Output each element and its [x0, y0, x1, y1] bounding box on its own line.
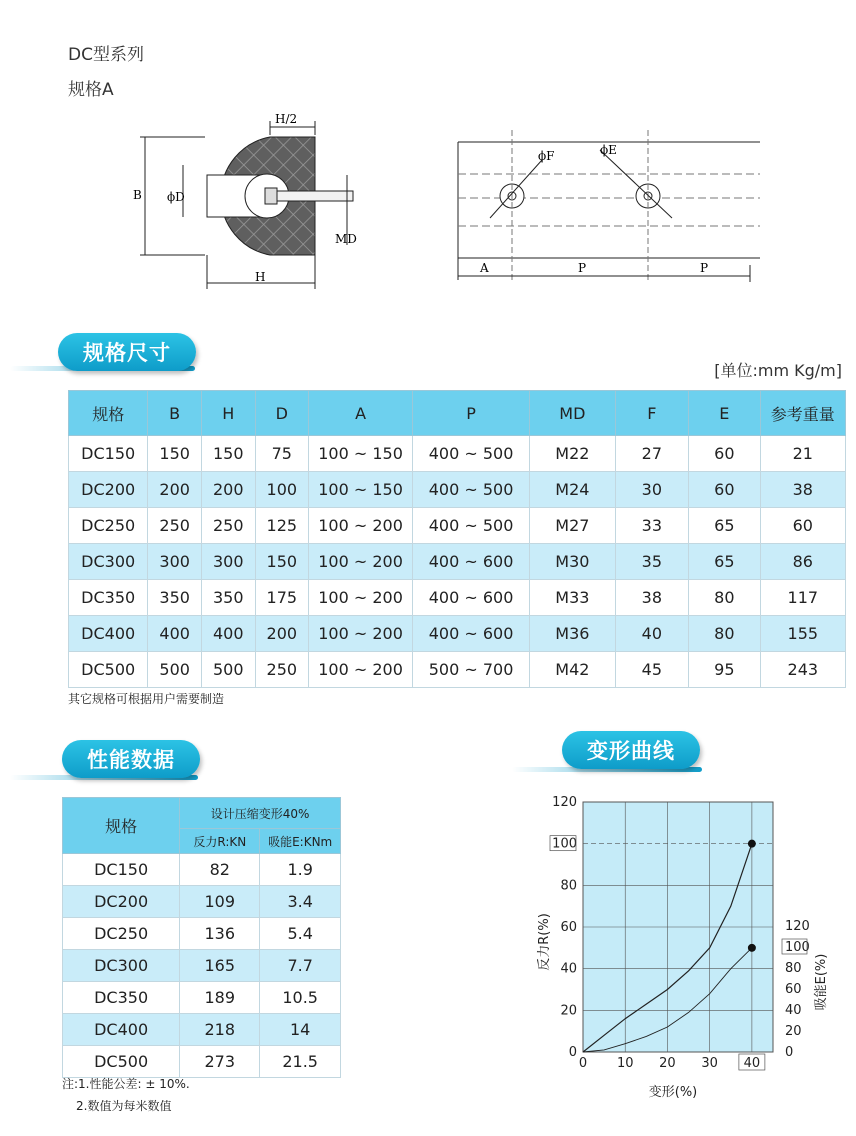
table-cell: 100 ~ 150 [309, 436, 413, 472]
table-cell: 243 [760, 652, 845, 688]
table-cell: 60 [689, 436, 761, 472]
table-cell: DC400 [69, 616, 148, 652]
y-tick-label: 60 [560, 920, 577, 935]
table-cell: DC350 [63, 982, 180, 1014]
table-cell: 165 [180, 950, 260, 982]
table-cell: 400 ~ 600 [413, 616, 530, 652]
table-cell: 60 [760, 508, 845, 544]
y-tick-label: 100 [552, 836, 577, 852]
x-tick-label: 0 [578, 1056, 588, 1071]
table-cell: DC300 [69, 544, 148, 580]
table-cell: 300 [148, 544, 202, 580]
spec-table [68, 390, 846, 688]
table-cell: 38 [615, 580, 688, 616]
table-row [63, 886, 341, 918]
plan-view-drawing [450, 130, 770, 290]
table-row [63, 950, 341, 982]
dim-md: MD [335, 232, 357, 246]
table-cell: M30 [530, 544, 616, 580]
y2-tick-label: 100 [785, 940, 810, 955]
y2-tick-label: 60 [785, 982, 802, 997]
col-header: E [689, 391, 761, 436]
x-axis-label: 变形(%) [648, 1085, 698, 1100]
col-header: H [201, 391, 255, 436]
table-cell: 200 [255, 616, 309, 652]
table-cell: 95 [689, 652, 761, 688]
y2-axis-label: 吸能E(%) [814, 953, 829, 1011]
table-cell: 400 ~ 500 [413, 508, 530, 544]
y2-tick-label: 0 [785, 1045, 794, 1060]
table-cell: DC250 [69, 508, 148, 544]
table-cell: 300 [201, 544, 255, 580]
table-cell: 33 [615, 508, 688, 544]
table-cell: 80 [689, 616, 761, 652]
table-cell: 250 [201, 508, 255, 544]
deformation-chart [528, 790, 848, 1110]
table-cell: 400 [148, 616, 202, 652]
table-cell: 273 [180, 1046, 260, 1078]
y-tick-label: 40 [560, 961, 577, 977]
x-tick-label: 10 [616, 1056, 634, 1071]
table-cell: 250 [148, 508, 202, 544]
table-row [63, 1014, 341, 1046]
table-cell: 1.9 [260, 854, 341, 886]
curve-marker [748, 840, 756, 848]
cross-section-drawing [125, 105, 365, 295]
col-header: 参考重量 [760, 391, 845, 436]
y-tick-label: 0 [568, 1045, 577, 1060]
table-row [69, 616, 846, 652]
dim-phi-e: ϕE [600, 143, 617, 157]
dim-phi-f: ϕF [538, 149, 555, 163]
dim-p2: P [700, 261, 709, 275]
y2-tick-label: 20 [785, 1024, 802, 1039]
table-cell: DC150 [63, 854, 180, 886]
col-header: 规格 [69, 391, 148, 436]
table-cell: 21.5 [260, 1046, 341, 1078]
table-cell: 350 [201, 580, 255, 616]
table-cell: 100 ~ 200 [309, 544, 413, 580]
table-row [63, 1046, 341, 1078]
x-tick-label: 20 [659, 1056, 676, 1071]
section-curve-title: 变形曲线 [562, 731, 700, 769]
table-cell: 30 [615, 472, 688, 508]
table-row [63, 854, 341, 886]
y-tick-label: 20 [560, 1003, 577, 1019]
dim-half-h: H/2 [275, 112, 298, 126]
table-cell: 100 ~ 200 [309, 652, 413, 688]
col-header: F [615, 391, 688, 436]
table-cell: 40 [615, 616, 688, 652]
table-cell: DC250 [63, 918, 180, 950]
table-cell: 100 ~ 200 [309, 580, 413, 616]
col-header: MD [530, 391, 616, 436]
x-tick-label: 30 [701, 1056, 718, 1071]
perf-table [62, 797, 341, 1078]
table-cell: 350 [148, 580, 202, 616]
perf-header-group: 设计压缩变形40% [180, 798, 341, 829]
dim-a: A [480, 261, 489, 275]
perf-header-r: 反力R:KN [180, 829, 260, 854]
col-header: B [148, 391, 202, 436]
dim-b: B [133, 188, 142, 202]
table-cell: 65 [689, 544, 761, 580]
dim-phi-d: ϕD [167, 190, 185, 204]
table-cell: 65 [689, 508, 761, 544]
y2-tick-label: 40 [785, 1003, 802, 1018]
col-header: A [309, 391, 413, 436]
table-row [69, 508, 846, 544]
table-cell: 150 [148, 436, 202, 472]
table-cell: M27 [530, 508, 616, 544]
table-cell: 200 [148, 472, 202, 508]
table-row [63, 982, 341, 1014]
curve-marker [748, 944, 756, 952]
table-cell: 45 [615, 652, 688, 688]
table-cell: 400 ~ 600 [413, 580, 530, 616]
table-cell: 400 ~ 500 [413, 472, 530, 508]
y-tick-label: 80 [560, 878, 577, 894]
table-cell: DC400 [63, 1014, 180, 1046]
table-cell: 75 [255, 436, 309, 472]
table-cell: 250 [255, 652, 309, 688]
spec-subtitle: 规格A [68, 80, 114, 100]
table-cell: M33 [530, 580, 616, 616]
table-cell: 109 [180, 886, 260, 918]
col-header: P [413, 391, 530, 436]
table-cell: 175 [255, 580, 309, 616]
spec-footnote: 其它规格可根据用户需要制造 [68, 692, 225, 706]
table-cell: DC200 [69, 472, 148, 508]
table-cell: 200 [201, 472, 255, 508]
perf-note-1: 注:1.性能公差: ± 10%. [62, 1077, 190, 1091]
y2-tick-label: 80 [785, 961, 802, 976]
table-cell: DC150 [69, 436, 148, 472]
y-axis-label: 反力R(%) [537, 913, 552, 971]
series-title: DC型系列 [68, 45, 144, 65]
unit-label: [单位:mm Kg/m] [714, 361, 842, 380]
section-spec-title: 规格尺寸 [58, 333, 196, 371]
perf-note-2: 2.数值为每米数值 [76, 1099, 172, 1113]
table-cell: 27 [615, 436, 688, 472]
table-cell: 500 ~ 700 [413, 652, 530, 688]
table-cell: DC500 [69, 652, 148, 688]
table-cell: 38 [760, 472, 845, 508]
table-cell: 400 ~ 600 [413, 544, 530, 580]
table-cell: 400 [201, 616, 255, 652]
table-cell: 125 [255, 508, 309, 544]
table-cell: 117 [760, 580, 845, 616]
table-cell: 500 [201, 652, 255, 688]
table-cell: 100 ~ 150 [309, 472, 413, 508]
table-cell: 400 ~ 500 [413, 436, 530, 472]
table-row [63, 918, 341, 950]
table-cell: 150 [255, 544, 309, 580]
table-cell: DC500 [63, 1046, 180, 1078]
table-cell: M22 [530, 436, 616, 472]
section-perf-title: 性能数据 [62, 740, 200, 778]
table-cell: DC300 [63, 950, 180, 982]
perf-header-spec: 规格 [63, 798, 180, 854]
table-row [69, 436, 846, 472]
y-tick-label: 120 [552, 795, 577, 810]
x-tick-label: 40 [743, 1056, 761, 1071]
table-cell: M42 [530, 652, 616, 688]
table-cell: 86 [760, 544, 845, 580]
table-cell: 7.7 [260, 950, 341, 982]
table-cell: 218 [180, 1014, 260, 1046]
table-cell: 80 [689, 580, 761, 616]
y2-tick-label: 120 [785, 919, 810, 934]
dim-h: H [255, 270, 266, 284]
table-row [69, 472, 846, 508]
table-cell: 150 [201, 436, 255, 472]
table-cell: 100 [255, 472, 309, 508]
table-cell: 100 ~ 200 [309, 508, 413, 544]
table-cell: 3.4 [260, 886, 341, 918]
table-cell: 100 ~ 200 [309, 616, 413, 652]
col-header: D [255, 391, 309, 436]
table-cell: 189 [180, 982, 260, 1014]
table-cell: M36 [530, 616, 616, 652]
table-cell: DC350 [69, 580, 148, 616]
table-row [69, 652, 846, 688]
table-cell: 21 [760, 436, 845, 472]
table-cell: DC200 [63, 886, 180, 918]
perf-header-e: 吸能E:KNm [260, 829, 341, 854]
table-cell: M24 [530, 472, 616, 508]
table-cell: 155 [760, 616, 845, 652]
table-row [69, 580, 846, 616]
dim-p1: P [578, 261, 587, 275]
table-cell: 14 [260, 1014, 341, 1046]
table-cell: 5.4 [260, 918, 341, 950]
table-row [69, 544, 846, 580]
table-cell: 35 [615, 544, 688, 580]
table-cell: 82 [180, 854, 260, 886]
table-cell: 500 [148, 652, 202, 688]
table-cell: 136 [180, 918, 260, 950]
table-cell: 60 [689, 472, 761, 508]
table-cell: 10.5 [260, 982, 341, 1014]
